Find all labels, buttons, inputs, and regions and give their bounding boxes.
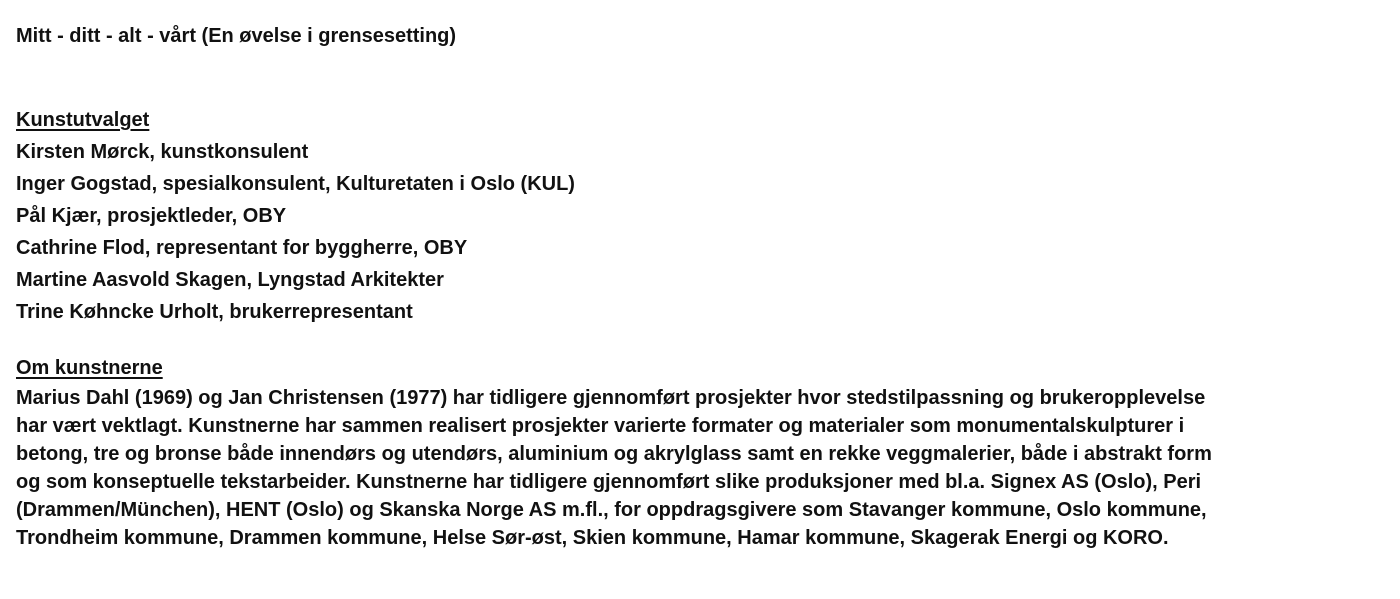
committee-member: Trine Køhncke Urholt, brukerrepresentant	[16, 301, 413, 323]
artists-bio-line: (Drammen/München), HENT (Oslo) og Skanska Norge AS m.fl., for oppdragsgivere som Stavanger kommune, Oslo kommune,	[16, 499, 1207, 521]
document	[16, 22, 1388, 552]
committee-member: Martine Aasvold Skagen, Lyngstad Arkitekter	[16, 269, 444, 291]
committee-member: Kirsten Mørck, kunstkonsulent	[16, 141, 309, 163]
artists-bio-line: Marius Dahl (1969) og Jan Christensen (1977) har tidligere gjennomført prosjekter hvor stedstilpassning og brukeropplevelse	[16, 387, 1206, 409]
artists-section	[16, 352, 1388, 552]
committee-member: Inger Gogstad, spesialkonsulent, Kulturetaten i Oslo (KUL)	[16, 173, 575, 195]
committee-heading: Kunstutvalget	[16, 109, 150, 131]
committee-section	[16, 104, 1388, 328]
artists-bio-line: og som konseptuelle tekstarbeider. Kunstnerne har tidligere gjennomført slike produksjoner med bl.a. Signex AS (Oslo), Peri	[16, 471, 1202, 493]
committee-member: Cathrine Flod, representant for byggherre, OBY	[16, 237, 468, 259]
artists-heading: Om kunstnerne	[16, 357, 163, 379]
artists-bio-line: har vært vektlagt. Kunstnerne har sammen realisert prosjekter varierte formater og materialer som monumentalskulpturer i	[16, 415, 1185, 437]
committee-member: Pål Kjær, prosjektleder, OBY	[16, 205, 287, 227]
artists-bio-line: Trondheim kommune, Drammen kommune, Helse Sør-øst, Skien kommune, Hamar kommune, Skagerak Energi og KORO.	[16, 527, 1169, 549]
document-title: Mitt - ditt - alt - vårt (En øvelse i grensesetting)	[16, 25, 457, 47]
artists-bio-line: betong, tre og bronse både innendørs og utendørs, aluminium og akrylglass samt en rekke veggmalerier, både i abstrakt form	[16, 443, 1212, 465]
